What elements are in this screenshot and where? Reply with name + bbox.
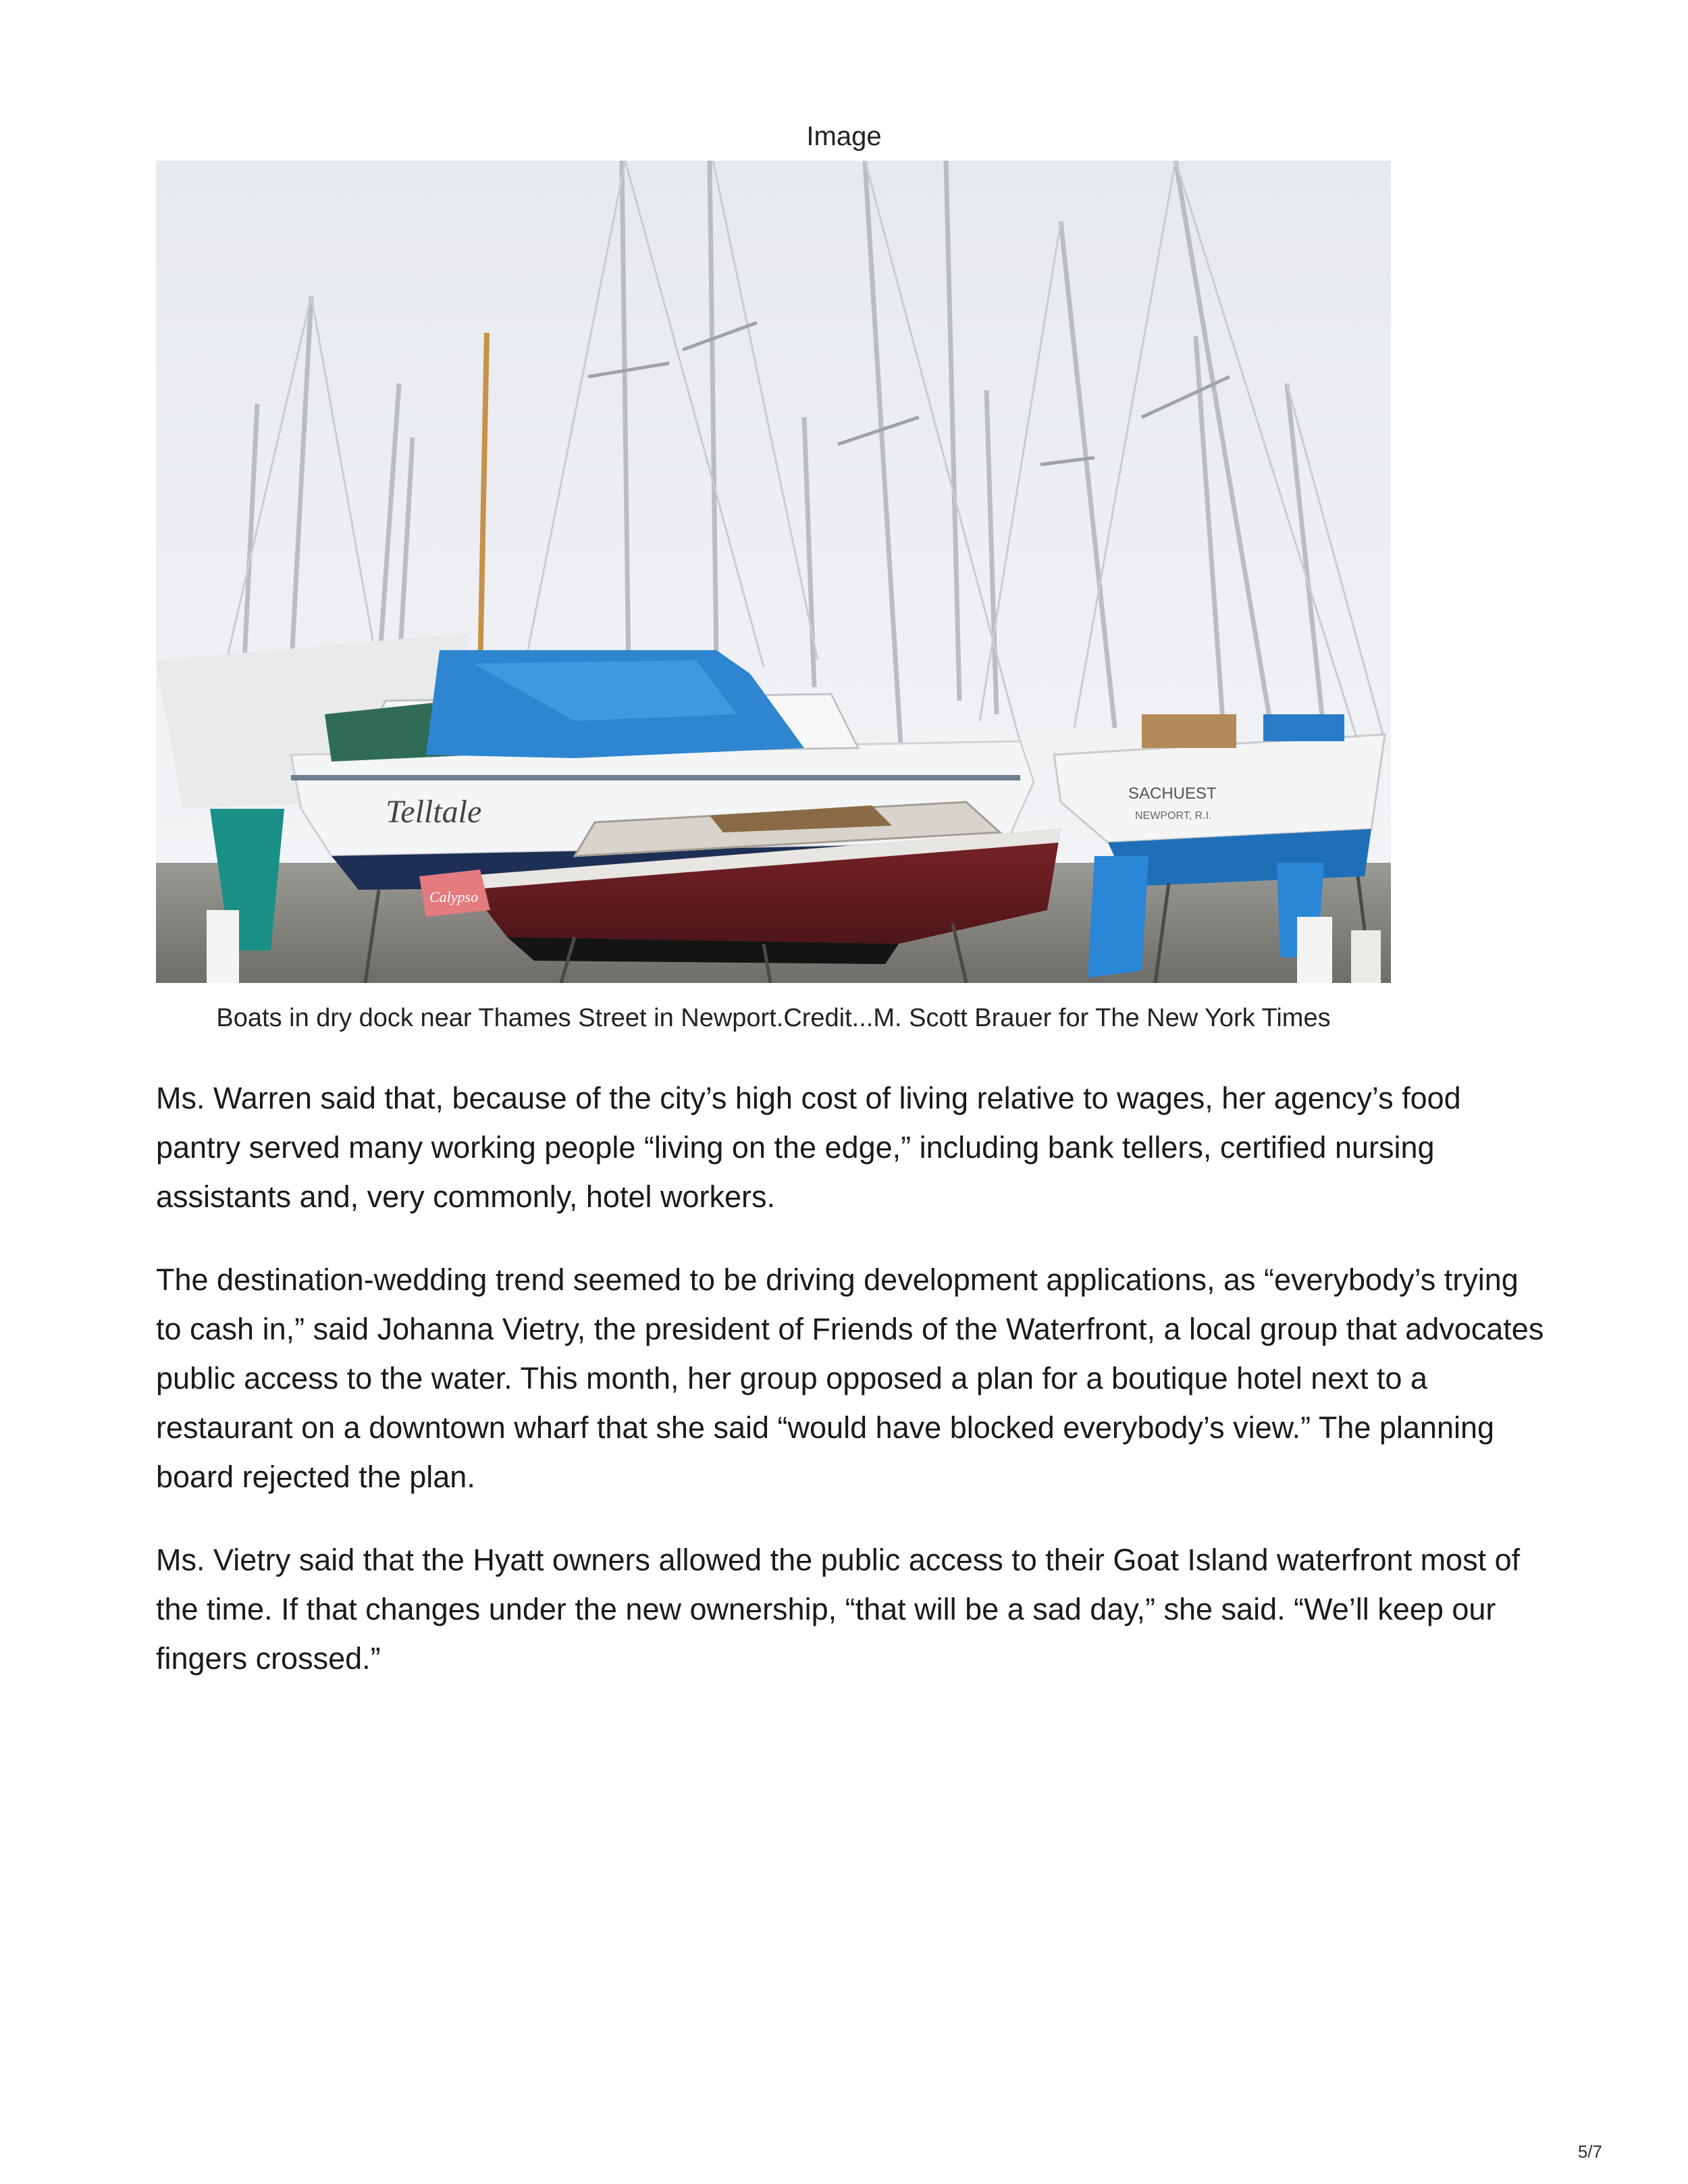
boats-dry-dock-photo [156, 161, 1391, 983]
photo-caption: Boats in dry dock near Thames Street in Newport.Credit...M. Scott Brauer for The New York Times [216, 1004, 1331, 1032]
page-number: 5/7 [1577, 2141, 1602, 2162]
paragraph: Ms. Warren said that, because of the city’s high cost of living relative to wages, her agency’s food pantry served many working people “living on the edge,” including bank tellers, certified nursing assistants and, very commonly, hotel workers. [156, 1081, 1461, 1214]
paragraph: Ms. Vietry said that the Hyatt owners allowed the public access to their Goat Island waterfront most of the time. If that changes under the new ownership, “that will be a sad day,” she said. “We’ll keep our fingers crossed.” [156, 1543, 1521, 1676]
boat-name-telltale: Telltale [386, 794, 482, 830]
boat-name-calypso: Calypso [429, 888, 479, 905]
paragraph: The destination-wedding trend seemed to be driving development applications, as “everybody’s trying to cash in,” said Johanna Vietry, the president of Friends of the Waterfront, a local group that advocates public access to the water. This month, her group opposed a plan for a boutique hotel next to a restaurant on a downtown wharf that she said “would have blocked everybody’s view.” The planning board rejected the plan. [156, 1262, 1544, 1494]
article-body [156, 1073, 1547, 1717]
boat-name-sachuest: SACHUEST [1128, 784, 1217, 803]
image-label: Image [806, 122, 882, 151]
boat-port-newport: NEWPORT, R.I. [1135, 810, 1212, 822]
